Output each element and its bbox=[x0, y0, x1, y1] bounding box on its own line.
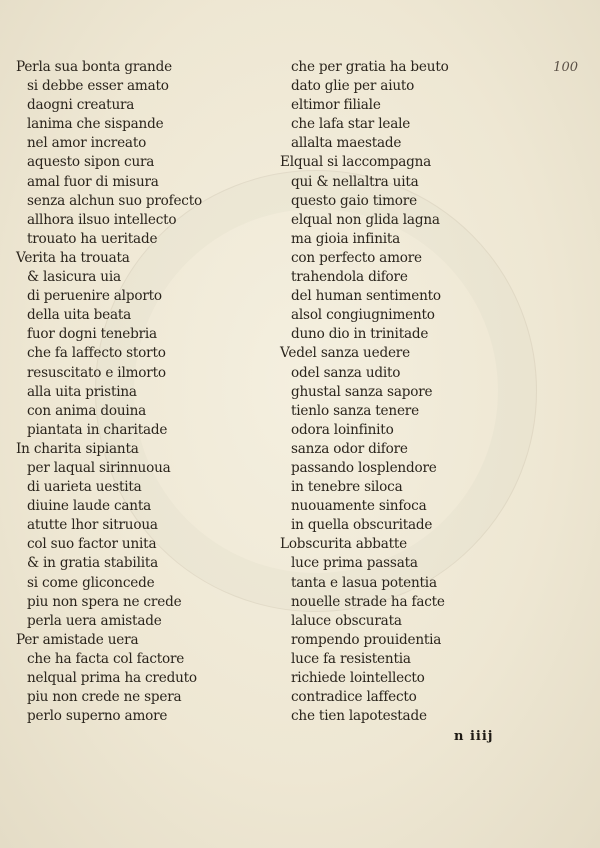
verse-line: in tenebre siloca bbox=[291, 479, 403, 496]
verse-line: alsol congiugnimento bbox=[291, 307, 435, 324]
verse-line: di peruenire alporto bbox=[27, 288, 162, 305]
verse-line: che tien lapotestade bbox=[291, 708, 427, 725]
verse-line: passando losplendore bbox=[291, 459, 437, 476]
verse-line: nouelle strade ha facte bbox=[291, 593, 445, 610]
verse-line: sanza odor difore bbox=[291, 440, 408, 457]
verse-line: perla uera amistade bbox=[27, 612, 162, 629]
verse-line: daogni creatura bbox=[27, 97, 135, 114]
right-verse-column bbox=[280, 58, 449, 726]
verse-line: che fa laffecto storto bbox=[27, 345, 166, 362]
verse-line: Per amistade uera bbox=[16, 631, 139, 648]
verse-line: nelqual prima ha creduto bbox=[27, 670, 197, 686]
verse-line: dato glie per aiuto bbox=[291, 78, 415, 95]
verse-line: allalta maestade bbox=[291, 135, 402, 152]
verse-line: tienlo sanza tenere bbox=[291, 402, 419, 419]
verse-line: trahendola difore bbox=[291, 269, 408, 286]
verse-line: fuor dogni tenebria bbox=[27, 326, 157, 343]
verse-line: con perfecto amore bbox=[291, 249, 422, 266]
verse-line: odora loinfinito bbox=[291, 421, 394, 438]
verse-line: piu non spera ne crede bbox=[27, 593, 182, 610]
verse-line: si debbe esser amato bbox=[27, 78, 169, 95]
verse-line: laluce obscurata bbox=[291, 612, 402, 629]
verse-line: & in gratia stabilita bbox=[27, 555, 159, 572]
verse-line: si come gliconcede bbox=[27, 574, 155, 591]
verse-line: del human sentimento bbox=[291, 288, 441, 305]
verse-line: duno dio in trinitade bbox=[291, 326, 429, 343]
verse-line: rompendo prouidentia bbox=[291, 631, 442, 648]
verse-line: ghustal sanza sapore bbox=[291, 383, 433, 400]
verse-line: questo gaio timore bbox=[291, 192, 417, 209]
folio-number: 100 bbox=[553, 60, 578, 75]
verse-line: che ha facta col factore bbox=[27, 650, 185, 667]
verse-line: tanta e lasua potentia bbox=[291, 574, 437, 591]
verse-line: trouato ha ueritade bbox=[27, 230, 158, 247]
verse-line: per laqual sirinnuoua bbox=[27, 459, 171, 476]
verse-line: perlo superno amore bbox=[27, 708, 168, 725]
verse-line: piu non crede ne spera bbox=[27, 689, 182, 706]
verse-line: allhora ilsuo intellecto bbox=[27, 211, 177, 228]
verse-line: in quella obscuritade bbox=[291, 517, 433, 534]
verse-line: In charita sipianta bbox=[16, 440, 139, 457]
verse-line: richiede lointellecto bbox=[291, 670, 425, 686]
verse-line: diuine laude canta bbox=[27, 498, 151, 515]
verse-line: odel sanza udito bbox=[291, 364, 401, 381]
left-verse-column bbox=[16, 58, 202, 726]
verse-line: della uita beata bbox=[27, 307, 132, 324]
verse-line: qui & nellaltra uita bbox=[291, 173, 419, 190]
verse-line: eltimor filiale bbox=[291, 97, 381, 114]
verse-line: lanima che sispande bbox=[27, 116, 164, 133]
verse-line: aquesto sipon cura bbox=[27, 154, 155, 171]
verse-line: Perla sua bonta grande bbox=[16, 59, 172, 75]
verse-line: alla uita pristina bbox=[27, 383, 137, 400]
verse-line: atutte lhor sitruoua bbox=[27, 517, 158, 534]
verse-line: ma gioia infinita bbox=[291, 230, 401, 247]
verse-line: piantata in charitade bbox=[27, 421, 168, 438]
verse-line: Elqual si laccompagna bbox=[280, 154, 432, 171]
verse-line: di uarieta uestita bbox=[27, 479, 142, 496]
verse-line: senza alchun suo profecto bbox=[27, 192, 202, 209]
verse-line: nel amor increato bbox=[27, 135, 147, 152]
verse-line: Lobscurita abbatte bbox=[280, 536, 407, 553]
verse-line: luce fa resistentia bbox=[291, 650, 411, 667]
verse-line: nuouamente sinfoca bbox=[291, 498, 427, 515]
verse-line: col suo factor unita bbox=[27, 536, 157, 553]
signature-mark: n iiij bbox=[454, 729, 494, 744]
verse-line: & lasicura uia bbox=[27, 269, 121, 286]
verse-line: Vedel sanza uedere bbox=[280, 345, 410, 362]
verse-line: contradice laffecto bbox=[291, 689, 417, 706]
verse-line: Verita ha trouata bbox=[16, 249, 130, 266]
verse-line: con anima douina bbox=[27, 402, 147, 419]
verse-line: resuscitato e ilmorto bbox=[27, 364, 166, 381]
verse-line: amal fuor di misura bbox=[27, 173, 159, 190]
verse-line: luce prima passata bbox=[291, 555, 418, 572]
verse-line: che lafa star leale bbox=[291, 116, 411, 133]
verse-line: che per gratia ha beuto bbox=[291, 59, 449, 75]
verse-line: elqual non glida lagna bbox=[291, 211, 440, 228]
